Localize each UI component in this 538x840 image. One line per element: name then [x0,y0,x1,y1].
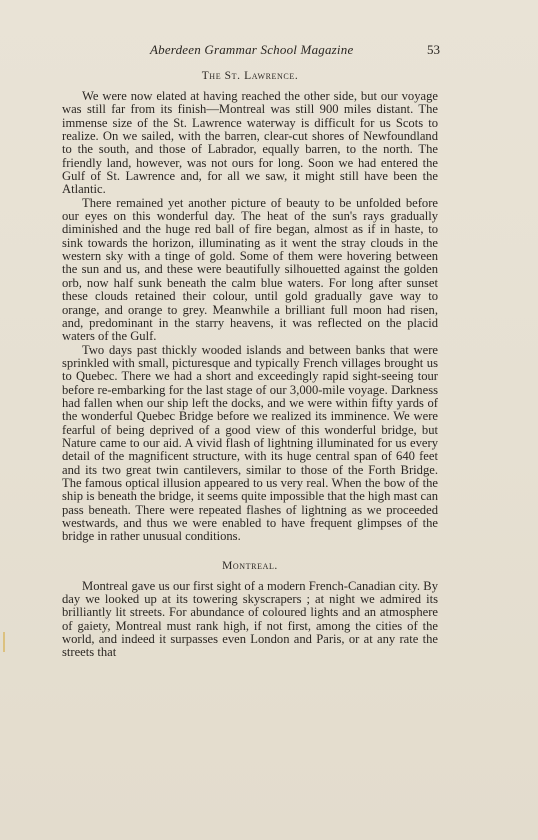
running-head [150,42,440,58]
section-heading-st-lawrence: The St. Lawrence. [201,70,299,82]
paragraph: We were now elated at having reached the other side, but our voyage was still far from its finish—Montreal was still 900 miles distant. The immense size of the St. Lawrence waterway is difficult for us Scots to realize. On we sailed, with the barren, clear-cut shores of Newfoundland to the south, and those of Labrador, equally barren, to the north. The friendly land, however, was not ours for long. Soon we had entered the Gulf of St. Lawrence and, for all we saw, it might still have been the Atlantic. [62,89,438,197]
page-number: 53 [427,42,440,57]
margin-stain-mark [3,632,5,652]
article-body [62,68,438,660]
paragraph: There remained yet another picture of beauty to be unfolded before our eyes on this wonderful day. The heat of the sun's rays gradually diminished and the huge red ball of fire began, almost as if in haste, to sink towards the horizon, illuminating as it went the stray clouds in the western sky with a tinge of gold. Some of them were hovering between the sun and us, and these were beautifully silhouetted against the golden orb, now half sunk beneath the calm blue waters. For long after sunset these clouds retained their colour, until gold gradually gave way to orange, and orange to grey. Meanwhile a brilliant full moon had risen, and, predominant in the starry heavens, it was reflected on the placid waters of the Gulf. [62,195,438,344]
paragraph: Two days past thickly wooded islands and between banks that were sprinkled with small, picturesque and typically French villages brought us to Quebec. There we had a short and exceedingly rapid sight-seeing tour before re-embarking for the last stage of our 3,000-mile voyage. Darkness had fallen when our ship left the docks, and we were within fifty yards of the wonderful Quebec Bridge before we realized its imminence. We were fearful of being deprived of a good view of this wonderful bridge, but Nature came to our aid. A vivid flash of lightning illuminated for us every detail of the magnificent structure, with its huge central span of 640 feet and its two great twin cantilevers, similar to those of the Forth Bridge. The famous optical illusion appeared to us very real. When the bow of the ship is beneath the bridge, it seems quite impossible that the high mast can pass beneath. There were repeated flashes of lightning as we proceeded westwards, and thus we were enabled to have frequent glimpses of the bridge in rather unusual conditions. [62,342,438,544]
running-title: Aberdeen Grammar School Magazine [150,42,354,57]
section-heading-montreal: Montreal. [222,559,278,572]
paragraph: Montreal gave us our first sight of a modern French-Canadian city. By day we looked up at its towering skyscrapers ; at night we admired its brilliantly lit streets. For abundance of coloured lights and an atmosphere of gaiety, Montreal must rank high, if not first, among the cities of the world, and indeed it surpasses even London and Paris, or at any rate the streets that [62,578,438,660]
